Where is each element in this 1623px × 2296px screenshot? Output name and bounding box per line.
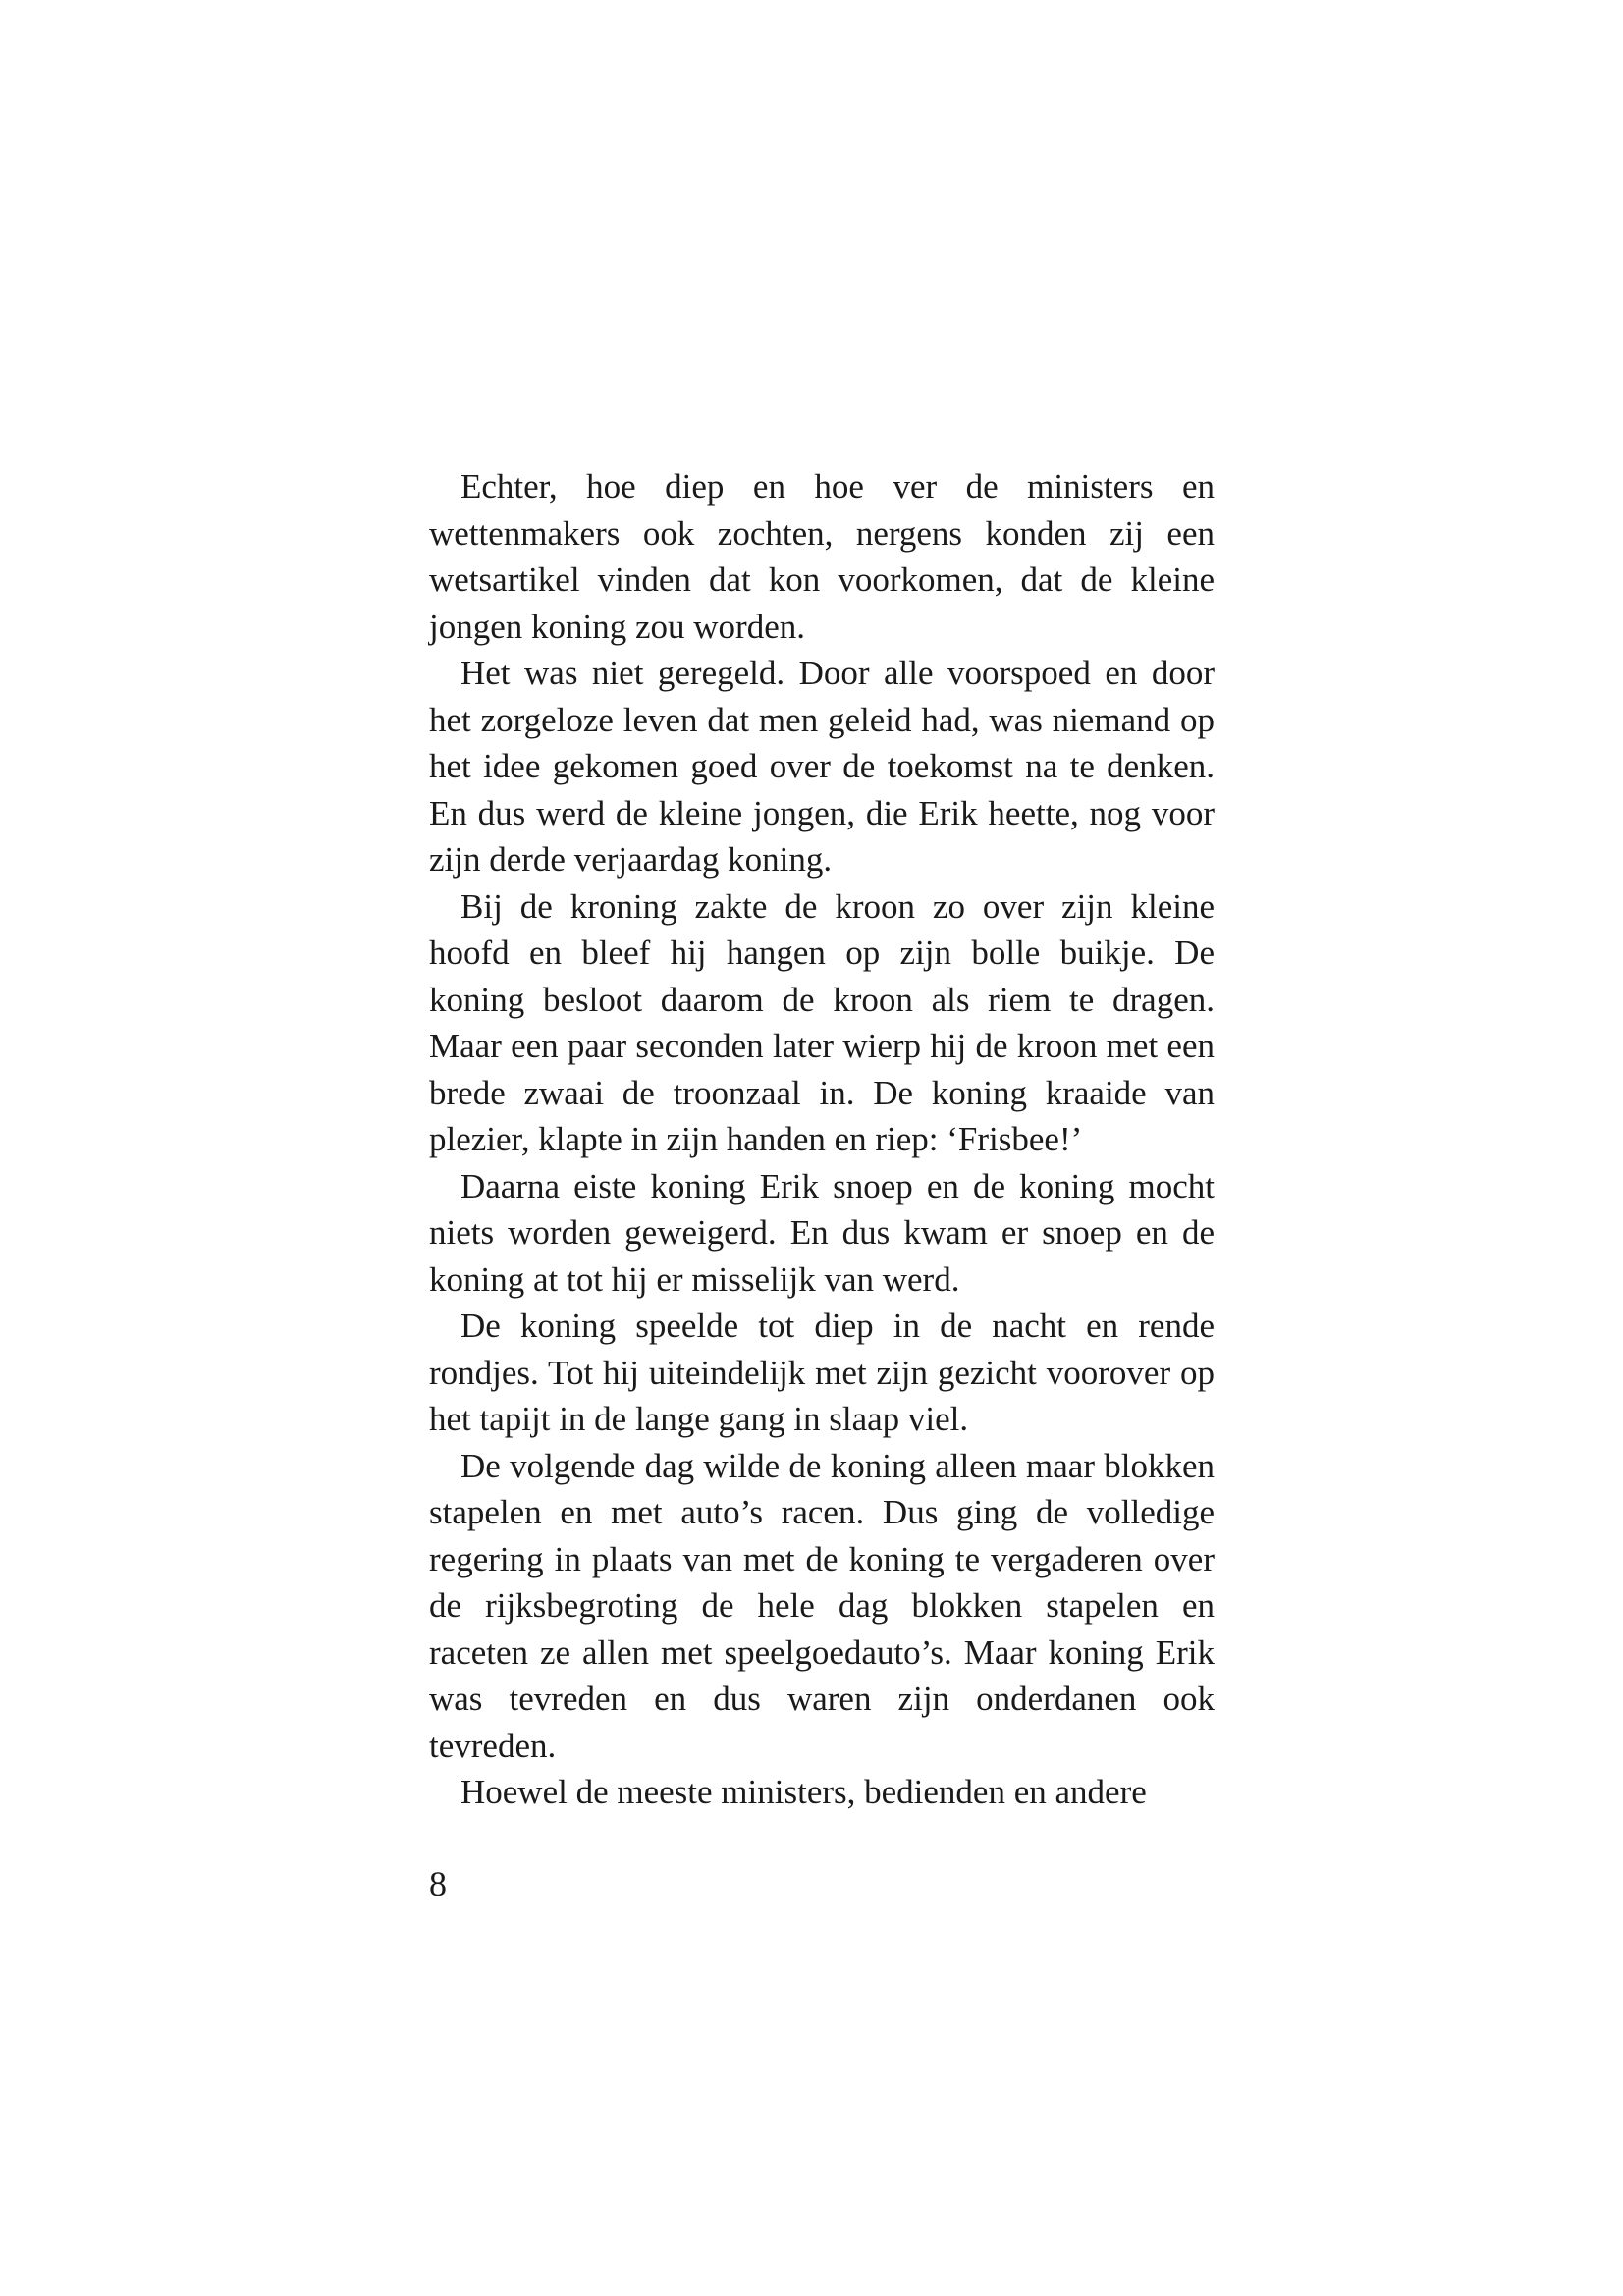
paragraph-3: Bij de kroning zakte de kroon zo over zijn kleine hoofd en bleef hij hangen op zijn bolle buikje. De koning besloot daarom de kroon als riem te dragen. Maar een paar seconden later wierp hij de kroon met een brede zwaai de troonzaal in. De koning kraaide van plezier, klapte in zijn handen en riep: ‘Frisbee!’ [429, 886, 1215, 1158]
paragraph-7: Hoewel de meeste ministers, bedienden en andere [460, 1773, 1147, 1811]
paragraph-6: De volgende dag wilde de koning alleen maar blokken stapelen en met auto’s racen. Dus ging de volledige regering in plaats van met de koning te vergaderen over de rijksbegroting de hele dag blokken stapelen en raceten ze allen met speelgoedauto’s. Maar koning Erik was tevreden en dus waren zijn onderdanen ook tevreden. [429, 1446, 1215, 1765]
body-text [429, 463, 1215, 1816]
page-number: 8 [429, 1864, 447, 1903]
paragraph-1: Echter, hoe diep en hoe ver de ministers en wettenmakers ook zochten, nergens konden zij een wetsartikel vinden dat kon voorkomen, dat de kleine jongen koning zou worden. [429, 467, 1215, 646]
paragraph-4: Daarna eiste koning Erik snoep en de koning mocht niets worden geweigerd. En dus kwam er snoep en de koning at tot hij er misselijk van werd. [429, 1166, 1215, 1299]
paragraph-2: Het was niet geregeld. Door alle voorspoed en door het zorgeloze leven dat men geleid had, was niemand op het idee gekomen goed over de toekomst na te denken. En dus werd de kleine jongen, die Erik heette, nog voor zijn derde verjaardag koning. [429, 654, 1215, 879]
paragraph-5: De koning speelde tot diep in de nacht en rende rondjes. Tot hij uiteindelijk met zijn gezicht voorover op het tapijt in de lange gang in slaap viel. [429, 1307, 1215, 1438]
